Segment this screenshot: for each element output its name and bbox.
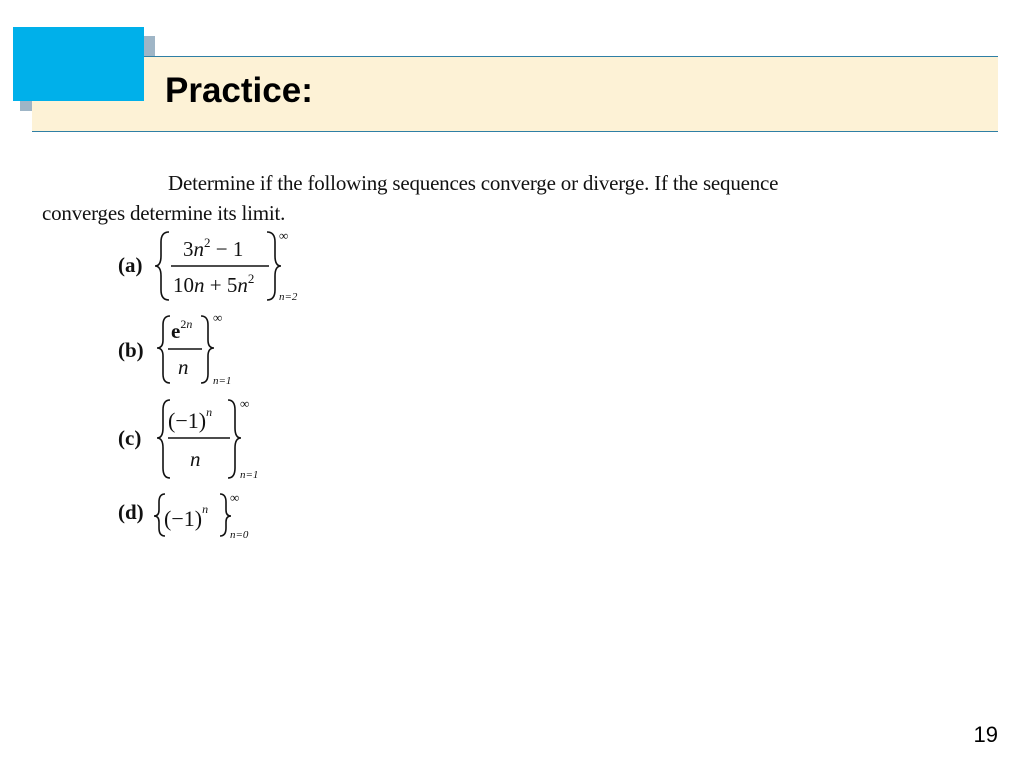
title-accent-square: [13, 27, 144, 101]
instructions: [42, 168, 902, 228]
upper-limit-c: ∞: [240, 396, 250, 411]
upper-limit-a: ∞: [279, 228, 289, 243]
lower-limit-b: n=1: [213, 375, 232, 387]
lower-limit-d: n=0: [230, 529, 249, 541]
sequence-expression-a: [151, 228, 351, 308]
lower-limit-a: n=2: [279, 291, 298, 303]
upper-limit-b: ∞: [213, 310, 223, 325]
problem-label: (a): [118, 253, 143, 277]
page-number: 19: [973, 722, 998, 747]
problem-label: (b): [118, 338, 144, 362]
instruction-line-1: Determine if the following sequences converge or diverge. If the sequence: [168, 171, 779, 195]
denominator-c: n: [190, 447, 201, 471]
problem-label: (c): [118, 426, 142, 450]
upper-limit-d: ∞: [230, 490, 240, 505]
numerator-a: $3n^2 - 1$: [183, 235, 244, 261]
instruction-line-2: converges determine its limit.: [42, 201, 286, 225]
numerator-c: $(-1)^n$: [168, 405, 213, 433]
sequence-expression-c: [154, 396, 334, 482]
slide-title: Practice:: [165, 71, 313, 110]
numerator-b: $e^2n$: [171, 317, 193, 343]
denominator-b: n: [178, 355, 189, 379]
lower-limit-c: n=1: [240, 469, 259, 481]
term-d: $(-1)^n$: [164, 502, 209, 531]
sequence-expression-d: [152, 488, 312, 544]
sequence-expression-b: [154, 312, 314, 392]
denominator-a: $10n + 5n^2$: [173, 271, 255, 297]
problem-label: (d): [118, 500, 144, 524]
